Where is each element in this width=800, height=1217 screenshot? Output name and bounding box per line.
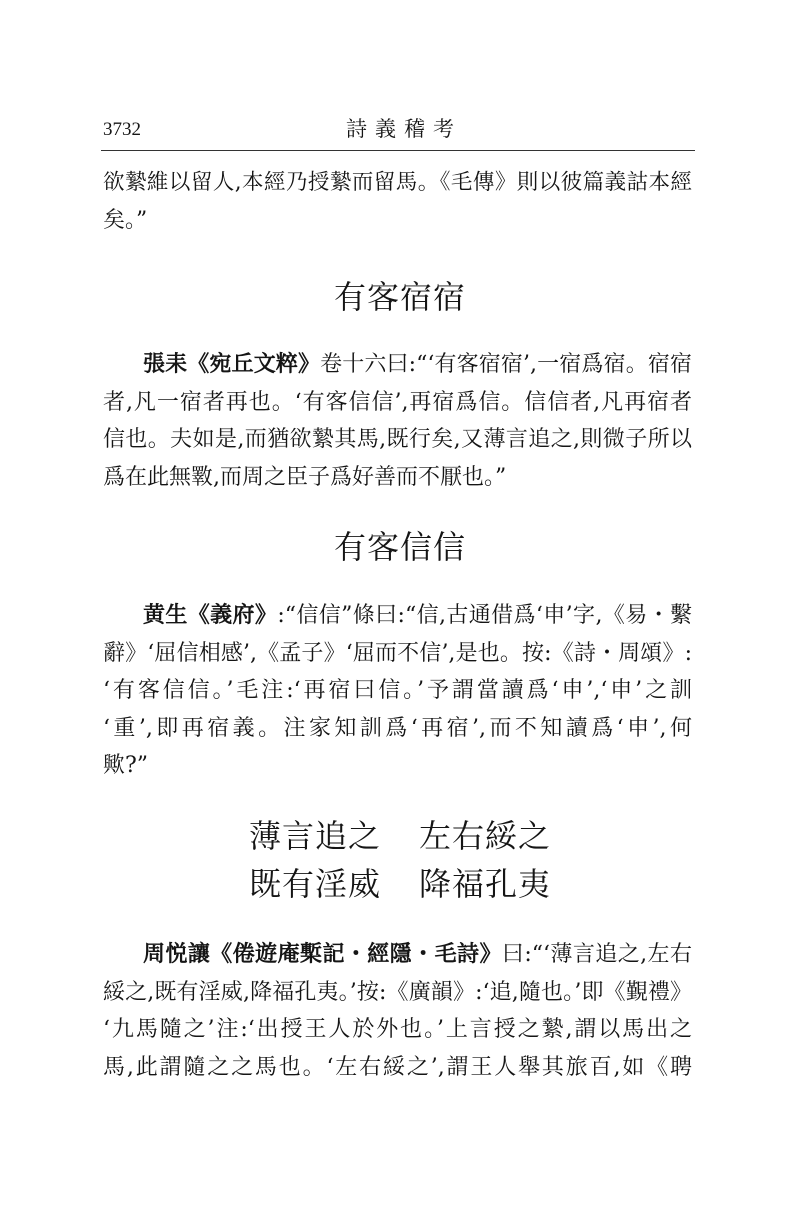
paragraph-huang-sheng [103,597,692,785]
text-line: 欲縶維以留人,本經乃授縶而留馬。《毛傳》則以彼篇義詁本經 [103,170,692,195]
text-line: 歟?” [103,753,149,779]
citation-source-bold: 周悦讓《倦遊庵槧記・經隱・毛詩》 [143,942,502,967]
page-number: 3732 [103,119,141,140]
heading-phrase: 降福孔夷 [419,865,552,903]
text-line: 辭》‘屈信相感’,《孟子》‘屈而不信’,是也。按:《詩・周頌》: [103,640,692,666]
heading-phrase: 既有淫威 [248,865,381,903]
paragraph-continuation [103,164,692,239]
text-line [103,346,692,384]
text-line: ‘重’,即再宿義。注家知訓爲‘再宿’,而不知讀爲‘申’,何 [103,715,692,741]
text-line: ‘有客信信。’毛注:‘再宿曰信。’予謂當讀爲‘申’,‘申’之訓 [103,678,692,704]
running-title: 詩義稽考 [346,117,462,141]
text-line: 信也。夫如是,而猶欲縶其馬,既行矣,又薄言追之,則微子所以 [103,427,692,453]
text-run: :“信信”條曰:“信,古通借爲‘申’字,《易・繫 [277,603,692,628]
text-line: 馬,此謂隨之之馬也。‘左右綏之’,謂王人舉其旅百,如《聘 [103,1054,692,1080]
text-line [103,597,692,635]
text-line: 者,凡一宿者再也。‘有客信信’,再宿爲信。信信者,凡再宿者 [103,389,692,415]
citation-source-bold: 張耒《宛丘文粹》 [143,352,321,377]
section-heading-you-ke-su-su: 有客宿宿 [333,278,466,316]
paragraph-zhang-lei [103,346,692,496]
section-heading-ji-you-yin-wei [0,860,800,908]
text-run: 曰:“‘薄言追之,左右 [501,942,692,967]
section-heading-bo-yan-zhui-zhi [0,812,800,860]
paragraph-zhou-yuerang [103,936,692,1086]
text-line [103,936,692,974]
header-rule [101,150,695,151]
text-line: ‘九馬隨之’注:‘出授王人於外也。’上言授之縶,謂以馬出之 [103,1017,692,1043]
text-line: 矣。” [103,207,148,233]
heading-phrase: 左右綏之 [419,817,552,855]
text-run: 卷十六曰:“‘有客宿宿’,一宿爲宿。宿宿 [320,352,692,377]
text-line: 爲在此無斁,而周之臣子爲好善而不厭也。” [103,464,507,490]
section-heading-you-ke-xin-xin: 有客信信 [333,528,466,566]
citation-source-bold: 黄生《義府》 [143,603,278,628]
heading-phrase: 薄言追之 [248,817,381,855]
text-line: 綏之,既有淫威,降福孔夷。’按:《廣韻》:‘追,隨也。’即《覲禮》 [103,979,692,1005]
